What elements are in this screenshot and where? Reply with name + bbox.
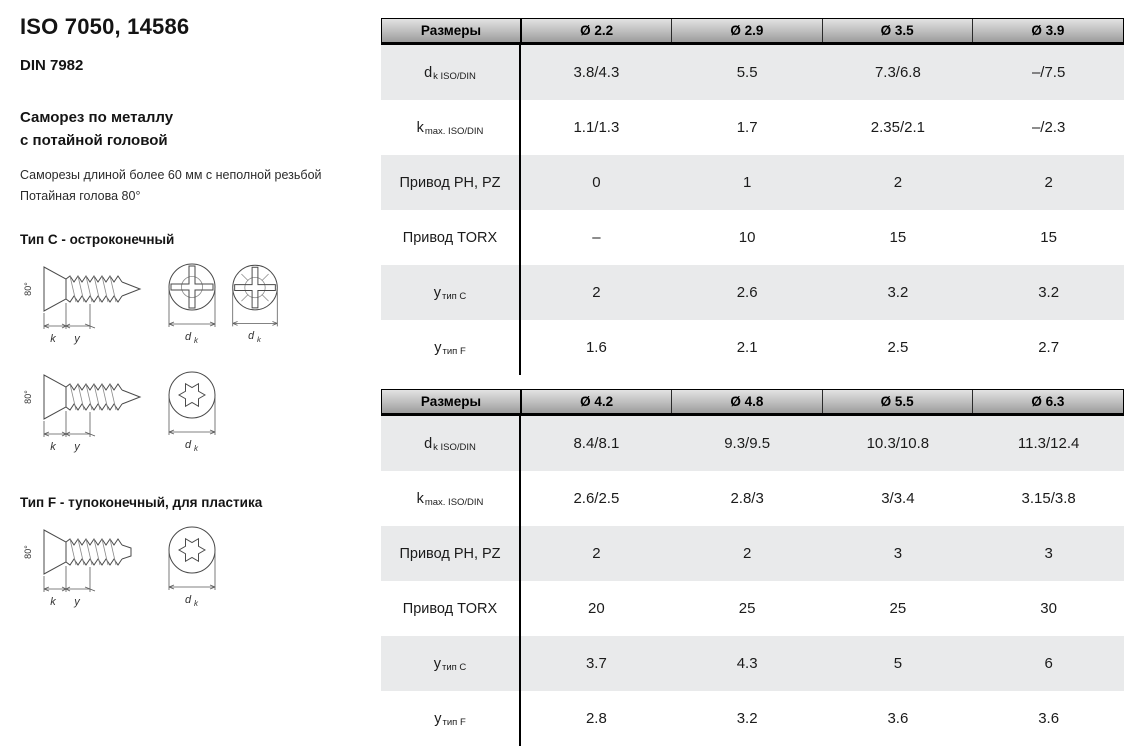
row-label-main: k <box>416 490 424 507</box>
row-label <box>381 320 521 375</box>
row-label <box>381 416 521 471</box>
type-c-screw-drawing <box>20 255 160 355</box>
diameter-header-cell: Ø 6.3 <box>1031 394 1065 409</box>
angle-dim-label: 80° <box>23 390 33 405</box>
type-f-label: Тип F - тупоконечный, для пластика <box>20 495 263 511</box>
dim-y-label: y <box>74 333 80 346</box>
product-name-line2: с потайной головой <box>20 131 168 149</box>
row-label-sub: тип F <box>442 717 466 728</box>
angle-dim-label: 80° <box>23 282 33 297</box>
row-label <box>381 155 521 210</box>
dim-dk-sub-label: k <box>194 599 198 609</box>
table-row <box>381 581 1124 636</box>
diameter-header-cell: Ø 5.5 <box>823 390 973 413</box>
dim-k-label: k <box>50 441 56 454</box>
pz-recess-view <box>224 255 286 355</box>
row-label-main: y <box>434 710 442 727</box>
value-cell: 5.5 <box>736 64 758 81</box>
value-cell: 30 <box>1040 600 1057 617</box>
product-name-line1: Саморез по металлу <box>20 109 174 126</box>
row-label <box>381 210 521 265</box>
type-c-label: Тип C - остроконечный <box>20 232 175 248</box>
type-c-screw-drawing-2 <box>20 363 160 463</box>
row-label-sub: max. ISO/DIN <box>424 497 484 508</box>
value-cell: 25 <box>738 600 756 617</box>
value-cell: 3.8/4.3 <box>573 64 620 81</box>
row-label <box>381 471 521 526</box>
value-cell: 2.1 <box>736 339 758 356</box>
value-cell: 2.5 <box>887 339 909 356</box>
dim-dk-label: d <box>248 330 255 343</box>
row-label-main: Привод PH, PZ <box>399 545 501 562</box>
value-cell: 8.4/8.1 <box>573 435 620 452</box>
size-header-cell: Размеры <box>382 19 522 42</box>
value-cell: 3.15/3.8 <box>1021 490 1076 507</box>
value-cell: 15 <box>889 229 907 246</box>
value-cell: 4.3 <box>736 655 758 672</box>
dim-k-label: k <box>50 333 56 346</box>
dim-dk-label: d <box>184 439 192 452</box>
diameter-header-cell: Ø 3.5 <box>823 19 973 42</box>
description-line1: Саморезы длиной более 60 мм с неполной резьбой <box>20 168 322 182</box>
row-label-sub: тип F <box>442 346 466 357</box>
dim-dk-sub-label: k <box>256 335 261 345</box>
value-cell: 15 <box>1040 229 1057 246</box>
dim-y-label: y <box>74 596 80 609</box>
value-cell: 3.2 <box>736 710 758 727</box>
row-label-sub: k ISO/DIN <box>433 71 476 82</box>
row-label-main: k <box>416 119 424 136</box>
page-title: ISO 7050, 14586 <box>20 14 190 39</box>
type-f-screw-drawing <box>20 518 160 618</box>
value-cell: 11.3/12.4 <box>1017 435 1080 452</box>
row-label <box>381 636 521 691</box>
din-standard: DIN 7982 <box>20 57 84 74</box>
value-cell: 3.6 <box>1038 710 1060 727</box>
value-cell: 2 <box>592 545 601 562</box>
screw-head-view <box>160 518 224 618</box>
value-cell: 2 <box>742 545 752 562</box>
table-header-row <box>381 18 1124 45</box>
value-cell: 3.6 <box>887 710 909 727</box>
row-label-main: y <box>434 339 442 356</box>
table-row <box>381 45 1124 100</box>
row-label-sub: max. ISO/DIN <box>424 126 484 137</box>
row-label-main: d <box>424 64 433 81</box>
value-cell: –/7.5 <box>1031 64 1066 81</box>
table-row <box>381 320 1124 375</box>
row-label-main: Привод PH, PZ <box>399 174 501 191</box>
value-cell: 2.7 <box>1038 339 1060 356</box>
angle-dim-label: 80° <box>23 545 33 560</box>
dim-dk-sub-label: k <box>194 336 198 346</box>
value-cell: 2 <box>592 284 601 301</box>
row-label-main: d <box>424 435 433 452</box>
dim-k-label: k <box>50 596 56 609</box>
value-cell: 10.3/10.8 <box>866 435 930 452</box>
value-cell: 1 <box>742 174 752 191</box>
row-label-sub: тип C <box>441 291 467 302</box>
dim-dk-sub-label: k <box>194 444 198 454</box>
value-cell: 9.3/9.5 <box>724 435 771 452</box>
value-cell: 7.3/6.8 <box>874 64 921 81</box>
value-cell: 2 <box>1044 174 1053 191</box>
diameter-header-cell: Ø 4.8 <box>672 390 822 413</box>
diameter-header-cell: Ø 2.9 <box>672 19 822 42</box>
value-cell: – <box>592 229 601 246</box>
value-cell: 2.6 <box>736 284 758 301</box>
table-row <box>381 691 1124 746</box>
value-cell: 6 <box>1044 655 1053 672</box>
value-cell: 10 <box>738 229 756 246</box>
dim-dk-label: d <box>184 331 192 344</box>
dim-dk-label: d <box>184 594 192 607</box>
diameter-header-cell: Ø 4.2 <box>522 390 672 413</box>
value-cell: 2.6/2.5 <box>573 490 620 507</box>
diameter-header-cell: Ø 3.9 <box>1031 23 1065 38</box>
value-cell: 3.7 <box>585 655 607 672</box>
row-label <box>381 526 521 581</box>
value-cell: 3 <box>1044 545 1053 562</box>
value-cell: 3.2 <box>887 284 909 301</box>
type-c-drawing-row-2 <box>20 363 372 463</box>
table-header-row <box>381 389 1124 416</box>
row-label-main: Привод TORX <box>402 229 498 246</box>
row-label <box>381 581 521 636</box>
table-row <box>381 100 1124 155</box>
row-label <box>381 265 521 320</box>
value-cell: 2.8 <box>585 710 607 727</box>
row-label <box>381 45 521 100</box>
value-cell: –/2.3 <box>1031 119 1066 136</box>
value-cell: 1.1/1.3 <box>573 119 620 136</box>
left-panel <box>20 14 372 618</box>
row-label <box>381 100 521 155</box>
torx-recess-view <box>160 363 224 463</box>
value-cell: 2 <box>893 174 903 191</box>
dim-y-label: y <box>74 441 80 454</box>
type-f-drawing-row <box>20 518 372 618</box>
table-row <box>381 526 1124 581</box>
table-row <box>381 155 1124 210</box>
row-label-sub: тип C <box>441 662 467 673</box>
spec-table-large-diameters <box>381 389 1124 746</box>
row-label-main: Привод TORX <box>402 600 498 617</box>
description-line2: Потайная голова 80° <box>20 188 141 203</box>
value-cell: 2.35/2.1 <box>870 119 925 136</box>
tables-area <box>381 18 1124 753</box>
value-cell: 1.7 <box>736 119 758 136</box>
table-row <box>381 636 1124 691</box>
product-name <box>20 107 372 152</box>
table-row <box>381 210 1124 265</box>
table-row <box>381 265 1124 320</box>
value-cell: 20 <box>588 600 605 617</box>
row-label-main: y <box>433 655 441 672</box>
value-cell: 3/3.4 <box>881 490 915 507</box>
table-row <box>381 471 1124 526</box>
size-header-cell: Размеры <box>382 390 522 413</box>
value-cell: 3.2 <box>1038 284 1060 301</box>
value-cell: 5 <box>893 655 903 672</box>
diameter-header-cell: Ø 2.2 <box>522 19 672 42</box>
value-cell: 2.8/3 <box>730 490 764 507</box>
table-row <box>381 416 1124 471</box>
row-label-sub: k ISO/DIN <box>433 442 476 453</box>
spec-table-small-diameters <box>381 18 1124 375</box>
value-cell: 1.6 <box>585 339 607 356</box>
product-description <box>20 165 372 206</box>
value-cell: 0 <box>592 174 601 191</box>
row-label-main: y <box>433 284 441 301</box>
row-label <box>381 691 521 746</box>
value-cell: 25 <box>889 600 907 617</box>
type-c-drawing-row-1 <box>20 255 372 355</box>
value-cell: 3 <box>893 545 903 562</box>
ph-recess-view <box>160 255 224 355</box>
